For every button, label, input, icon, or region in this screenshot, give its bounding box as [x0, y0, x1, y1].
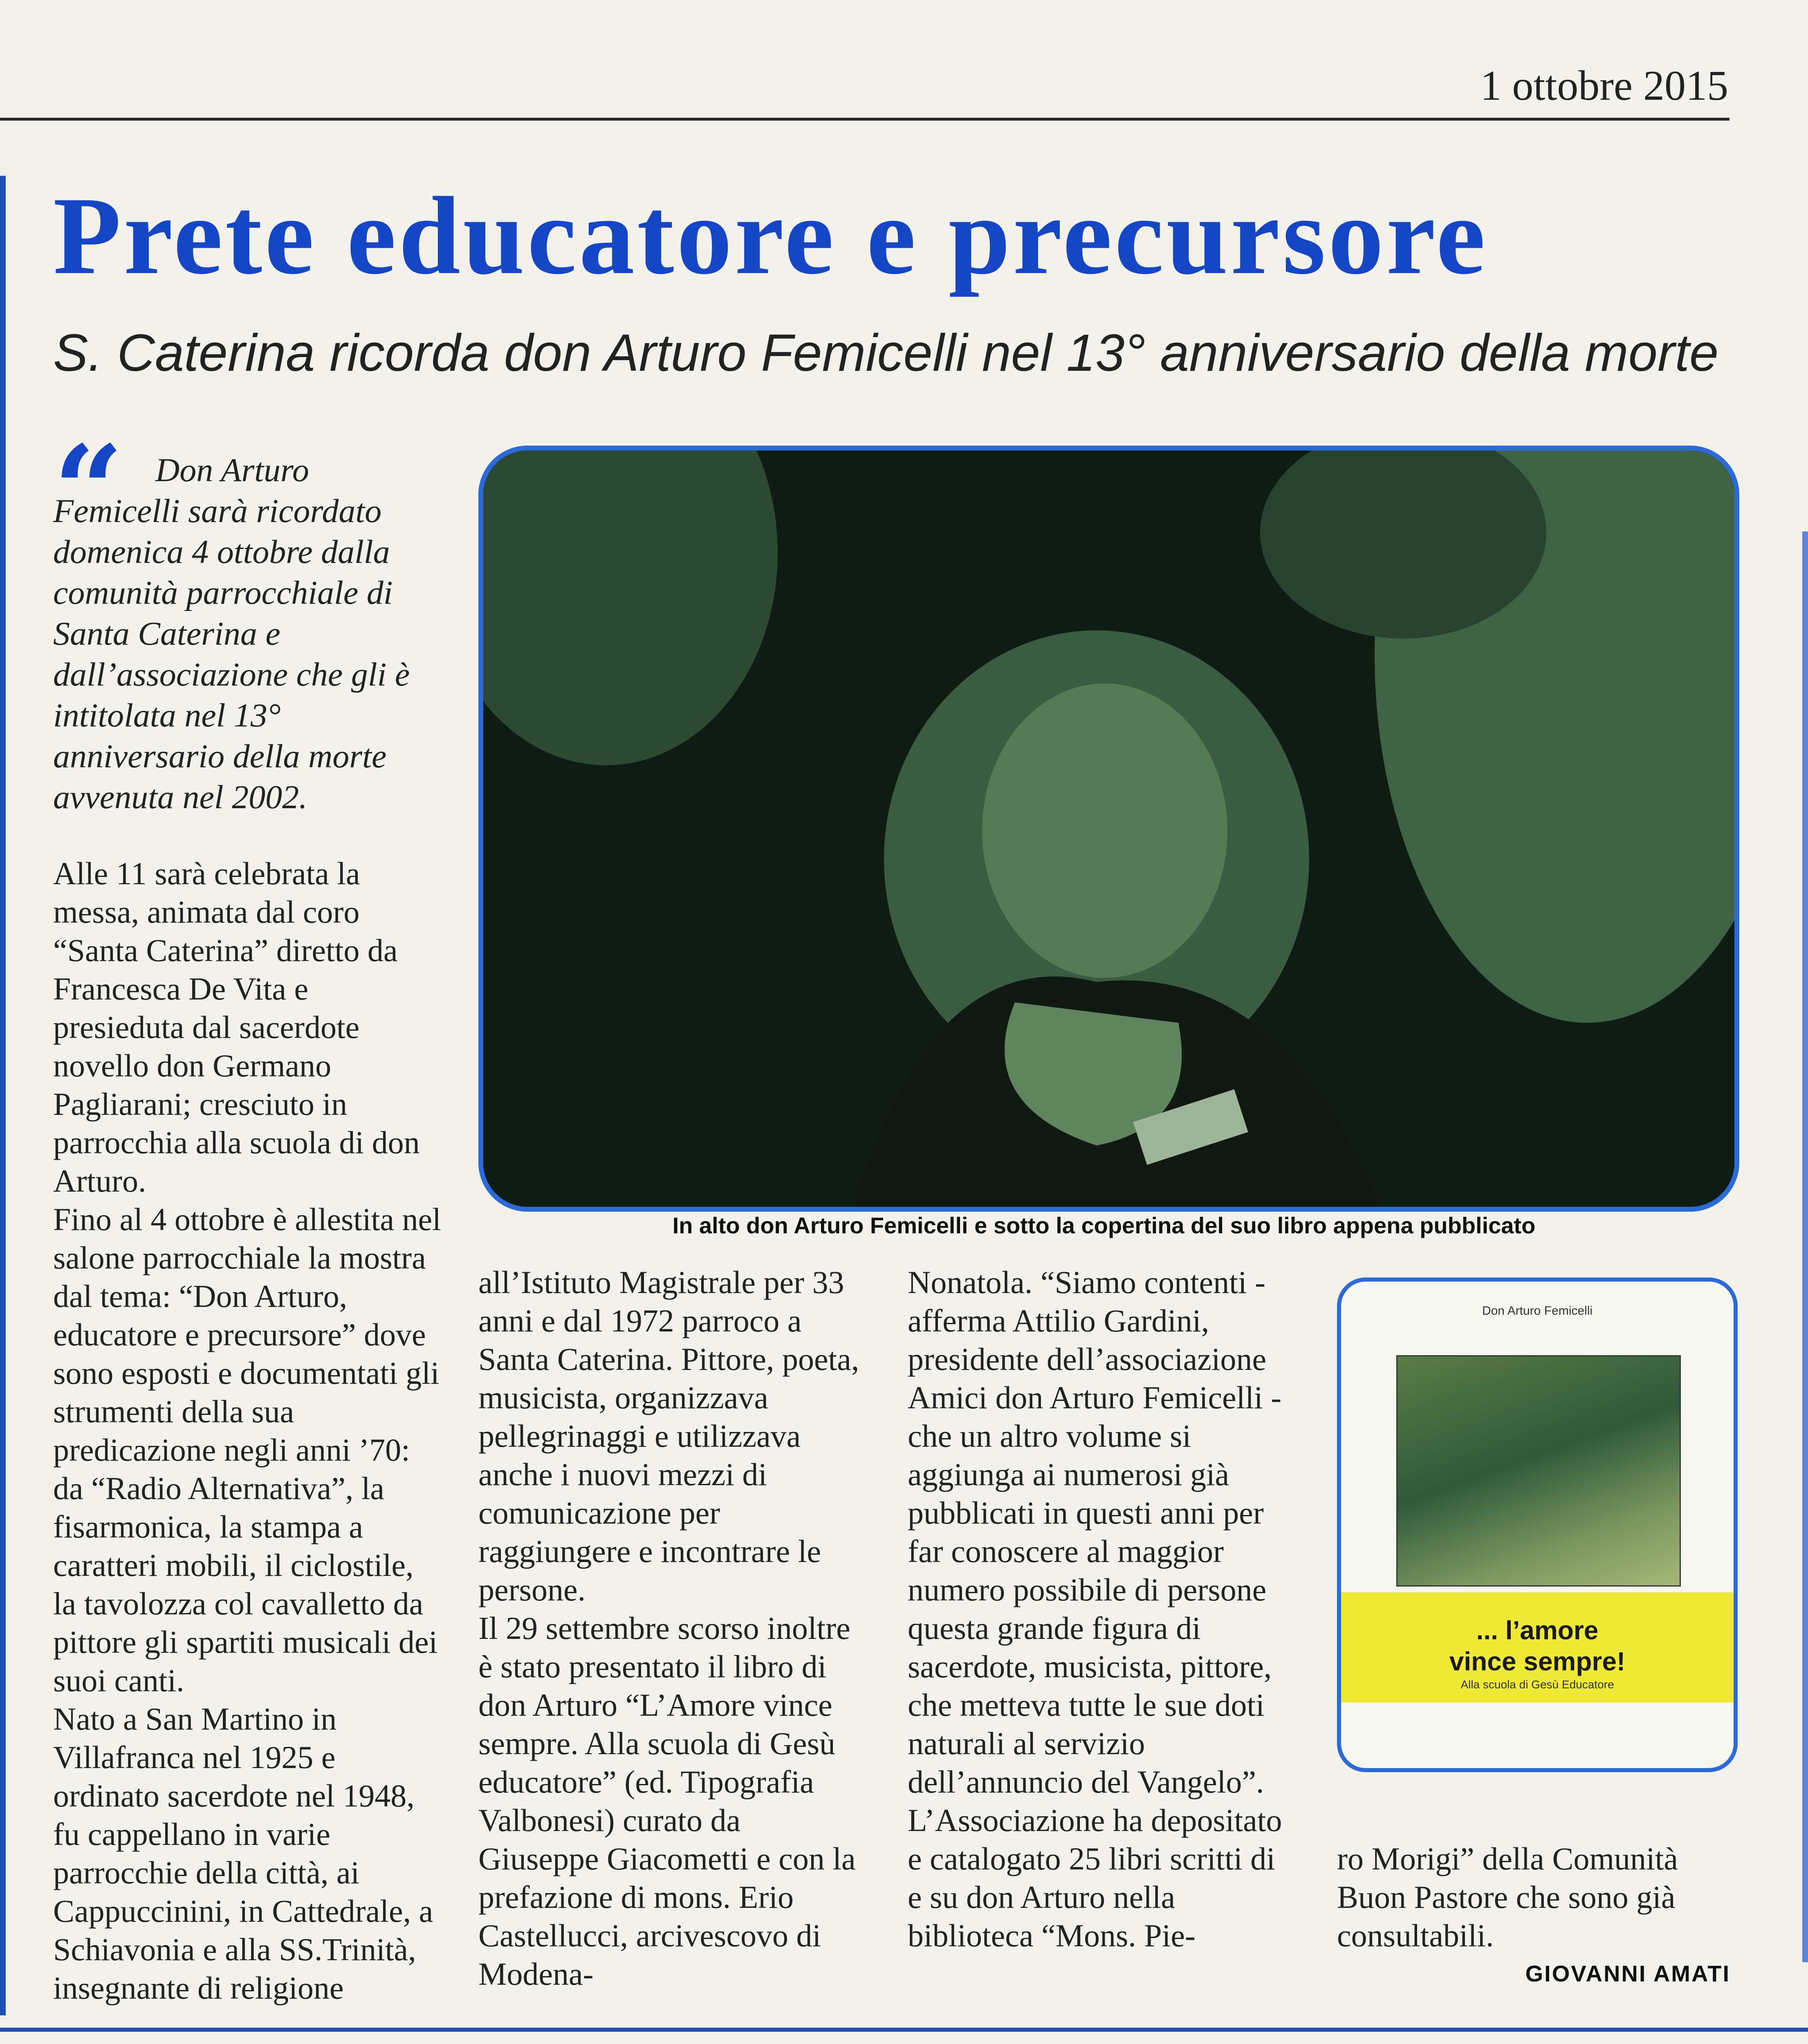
portrait-photo — [478, 446, 1739, 1212]
book-title: ... l’amore vince sempre! — [1449, 1616, 1626, 1676]
body-paragraph: Alle 11 sarà celebrata la messa, animata dal coro “Santa Caterina” diretto da Francesca De Vita e presieduta dal sacerdote novello don Germano Pagliarani; cresciuto in parrocchia alla scuola di don Arturo. — [53, 856, 420, 1199]
book-cover — [1337, 1278, 1738, 1772]
headline: Prete educatore e precursore — [53, 174, 1488, 297]
left-border-line — [0, 176, 6, 2015]
column-4 — [1337, 1840, 1725, 1955]
issue-date: 1 ottobre 2015 — [1480, 62, 1728, 109]
book-subtitle: Alla scuola di Gesù Educatore — [1460, 1678, 1614, 1691]
body-paragraph: Fino al 4 ottobre è allestita nel salone parrocchiale la mostra dal tema: “Don Arturo, educatore e precursore” dove sono esposti e documentati gli strumenti della sua predicazione negli anni ’70: da “Radio Alternativa”, la fisarmonica, la stampa a caratteri mobili, il ciclostile, la tavolozza col cavalletto da pittore gli spartiti musicali dei suoi canti. — [53, 1201, 441, 1698]
column-1 — [53, 854, 442, 2007]
column-3 — [908, 1263, 1296, 1955]
intro-paragraph: Don Arturo Femicelli sarà ricordato domenica 4 ottobre dalla comunità parrocchiale di Santa Caterina e dall’associazione che gli è intitolata nel 13° anniversario della morte avvenuta nel 2002. — [53, 451, 410, 816]
body-paragraph: Il 29 settembre scorso inoltre è stato presentato il libro di don Arturo “L’Amore vince sempre. Alla scuola di Gesù educatore” (ed. Tipografia Valbonesi) curato da Giuseppe Giacometti e con la prefazione di mons. Erio Castellucci, arcivescovo di Modena- — [478, 1610, 856, 1992]
book-author: Don Arturo Femicelli — [1482, 1304, 1593, 1318]
author-signature: GIOVANNI AMATI — [1525, 1961, 1730, 1986]
intro-quote — [53, 450, 421, 818]
quote-mark-icon: “ — [53, 418, 124, 563]
portrait-illustration — [483, 450, 1734, 1207]
subtitle: S. Caterina ricorda don Arturo Femicelli nel 13° anniversario della morte — [53, 324, 1719, 382]
body-paragraph: Nato a San Martino in Villafranca nel 1925 e ordinato sacerdote nel 1948, fu cappellano in varie parrocchie della città, ai Cappuccinini, in Cattedrale, a Schiavonia e alla SS.Trinità, insegnante di religione — [53, 1701, 433, 2006]
right-border-line — [1802, 531, 1808, 1962]
body-paragraph: L’Associazione ha depositato e catalogato 25 libri scritti di e su don Arturo nella biblioteca “Mons. Pie- — [908, 1802, 1282, 1953]
bottom-border-line — [0, 2028, 1808, 2032]
body-paragraph: Nonatola. “Siamo contenti - afferma Attilio Gardini, presidente dell’associazione Amici don Arturo Femicelli - che un altro volume si aggiunga ai numerosi già pubblicati in questi anni per far conoscere al maggior numero possibile di persone questa grande figura di sacerdote, musicista, pittore, che metteva tutte le sue doti naturali al servizio dell’annuncio del Vangelo”. — [908, 1264, 1282, 1800]
body-paragraph: all’Istituto Magistrale per 33 anni e dal 1972 parroco a Santa Caterina. Pittore, poeta, musicista, organizzava pellegrinaggi e utilizzava anche i nuovi mezzi di comunicazione per raggiungere e incontrare le persone. — [478, 1264, 859, 1607]
body-paragraph: ro Morigi” della Comunità Buon Pastore che sono già consultabili. — [1337, 1841, 1678, 1953]
photo-caption: In alto don Arturo Femicelli e sotto la copertina del suo libro appena pubblicato — [672, 1213, 1536, 1238]
book-cover-painting — [1396, 1355, 1681, 1587]
header-rule — [0, 118, 1729, 121]
column-2 — [478, 1263, 867, 1993]
